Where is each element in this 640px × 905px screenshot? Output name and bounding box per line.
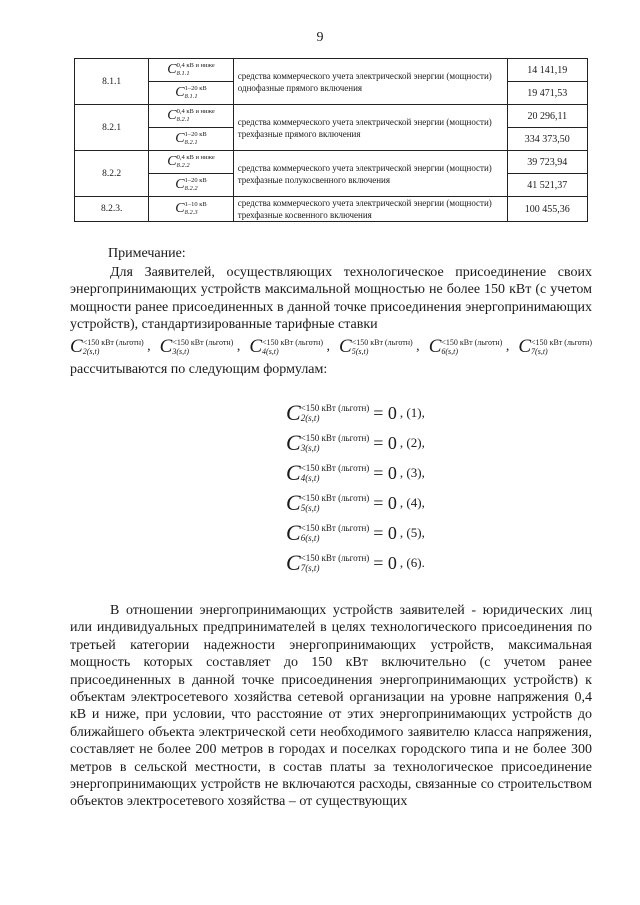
tariff-value: 39 723,94 (507, 151, 587, 174)
symbol-subscript: 4(s,t) (262, 347, 279, 356)
page-number: 9 (316, 30, 324, 45)
symbol-subscript: 5(s,t) (351, 347, 369, 356)
formula-label: , (4), (399, 495, 425, 510)
symbol-superscript: <150 кВт (льготн) (531, 338, 592, 347)
formula: C <150 кВт (льготн) 5(s,t) = 0 , (4), (286, 490, 425, 515)
symbol-superscript: 0,4 кВ и ниже (176, 62, 215, 69)
table-row (75, 197, 588, 222)
symbol-subscript: 4(s,t) (300, 473, 320, 483)
formula: C <150 кВт (льготн) 7(s,t) = 0 , (6). (286, 550, 425, 575)
symbol-superscript: <150 кВт (льготн) (300, 463, 370, 473)
symbol-superscript: 0,4 кВ и ниже (176, 108, 215, 115)
symbol-subscript: 7(s,t) (531, 347, 548, 356)
tariff-symbol: C 1–20 кВ 8.2.2 (149, 174, 233, 197)
formula-rhs: = 0 (373, 402, 397, 423)
formula-rhs: = 0 (373, 462, 397, 483)
tariff-symbol: C <150 кВт (льготн) 5(s,t) , (339, 336, 420, 357)
symbol-superscript: <150 кВт (льготн) (300, 433, 370, 443)
formula-label: , (2), (399, 435, 425, 450)
tariff-symbol: C 0,4 кВ и ниже 8.2.2 (149, 151, 233, 174)
tariff-symbol: C 1–10 кВ 8.2.3 (149, 197, 233, 222)
symbol-superscript: <150 кВт (льготн) (172, 338, 234, 347)
tariff-symbol: C 1–20 кВ 8.1.1 (149, 82, 233, 105)
symbol-subscript: 8.2.2 (176, 162, 190, 169)
symbol-superscript: <150 кВт (льготн) (300, 403, 370, 413)
row-description: средства коммерческого учета электрической энергии (мощности) трехфазные прямого включения (233, 105, 507, 151)
tariff-value: 100 455,36 (507, 197, 587, 222)
symbol-superscript: 1–20 кВ (184, 131, 207, 138)
symbol-subscript: 3(s,t) (172, 347, 190, 356)
symbol-subscript: 7(s,t) (300, 563, 320, 573)
tariff-symbol: C <150 кВт (льготн) 6(s,t) , (428, 336, 510, 357)
row-number: 8.2.2 (75, 151, 149, 197)
symbol-superscript: <150 кВт (льготн) (351, 338, 413, 347)
note-title: Примечание: (108, 246, 186, 261)
tariff-symbol: C <150 кВт (льготн) 7(s,t) (518, 336, 592, 357)
symbol-subscript: 6(s,t) (441, 347, 459, 356)
row-number: 8.2.3. (75, 197, 149, 222)
tariff-value: 20 296,11 (507, 105, 587, 128)
symbol-subscript: 5(s,t) (300, 503, 320, 513)
tariff-value: 14 141,19 (507, 59, 587, 82)
tariff-symbols-row (70, 336, 592, 358)
tariff-value: 19 471,53 (507, 82, 587, 105)
formula-label: , (1), (399, 405, 425, 420)
symbol-subscript: 3(s,t) (300, 443, 320, 453)
tariff-symbol: C <150 кВт (льготн) 3(s,t) , (159, 336, 241, 357)
row-description: средства коммерческого учета электрической энергии (мощности) трехфазные полукосвенного включения (233, 151, 507, 197)
symbol-subscript: 2(s,t) (82, 347, 100, 356)
symbol-subscript: 8.1.1 (184, 93, 198, 100)
symbol-superscript: <150 кВт (льготн) (441, 338, 503, 347)
symbol-superscript: <150 кВт (льготн) (82, 338, 144, 347)
table-row (75, 105, 588, 128)
symbol-superscript: 1–20 кВ (184, 177, 207, 184)
formula-rhs: = 0 (373, 552, 397, 573)
symbol-subscript: 8.2.3 (184, 209, 198, 216)
formula-list (286, 398, 425, 578)
formula: C <150 кВт (льготн) 2(s,t) = 0 , (1), (286, 400, 425, 425)
symbol-subscript: 8.2.2 (184, 185, 198, 192)
tariff-symbol: C <150 кВт (льготн) 2(s,t) , (70, 336, 151, 357)
tariff-table (74, 58, 588, 222)
tariff-symbol: C <150 кВт (льготн) 4(s,t) , (249, 336, 330, 357)
tariff-symbol: C 0,4 кВ и ниже 8.1.1 (149, 59, 233, 82)
table-row (75, 151, 588, 174)
symbol-subscript: 8.2.1 (184, 139, 198, 146)
note-paragraph: Для Заявителей, осуществляющих технологическое присоединение своих энергопринимающих устройств максимальной мощностью не более 150 кВт (с учетом мощности ранее присоединенных в данной точке присоединения энергопринимающих устройств), стандартизированные тарифные ставки (70, 265, 592, 333)
symbol-superscript: <150 кВт (льготн) (300, 523, 370, 533)
row-number: 8.1.1 (75, 59, 149, 105)
row-number: 8.2.1 (75, 105, 149, 151)
symbol-superscript: 1–20 кВ (184, 85, 207, 92)
tariff-value: 334 373,50 (507, 128, 587, 151)
formula-rhs: = 0 (373, 432, 397, 453)
body-paragraph: В отношении энергопринимающих устройств заявителей - юридических лиц или индивидуальных предпринимателей в целях технологического присоединения по третьей категории надежности энергопринимающих устройств, максимальная мощность которых составляет до 150 кВт включительно (с учетом ранее присоединенных в данной точке присоединения энергопринимающих устройств) к объектам электросетевого хозяйства сетевой организации на уровне напряжения 0,4 кВ и ниже, при условии, что расстояние от этих энергопринимающих устройств до ближайшего объекта электрической сети необходимого заявителю класса напряжения, составляет не более 200 метров в городах и поселках городского типа и не более 300 метров в сельской местности, в состав платы за технологическое присоединение энергопринимающих устройств не включаются расходы, связанные со строительством объектов электросетевого хозяйства – от существующих (70, 603, 592, 810)
symbol-superscript: <150 кВт (льготн) (300, 553, 370, 563)
formula-rhs: = 0 (373, 522, 397, 543)
symbol-subscript: 6(s,t) (300, 533, 320, 543)
formula: C <150 кВт (льготн) 3(s,t) = 0 , (2), (286, 430, 425, 455)
formula-rhs: = 0 (373, 492, 397, 513)
row-description: средства коммерческого учета электрической энергии (мощности) однофазные прямого включения (233, 59, 507, 105)
symbol-superscript: <150 кВт (льготн) (300, 493, 370, 503)
formula: C <150 кВт (льготн) 6(s,t) = 0 , (5), (286, 520, 425, 545)
tariff-symbol: C 0,4 кВ и ниже 8.2.1 (149, 105, 233, 128)
formula-label: , (5), (399, 525, 425, 540)
tariff-value: 41 521,37 (507, 174, 587, 197)
symbol-subscript: 8.1.1 (176, 70, 190, 77)
symbol-superscript: 1–10 кВ (184, 201, 207, 208)
table-row (75, 59, 588, 82)
symbol-subscript: 2(s,t) (300, 413, 320, 423)
symbol-superscript: <150 кВт (льготн) (262, 338, 323, 347)
symbol-subscript: 8.2.1 (176, 116, 190, 123)
tariff-symbol: C 1–20 кВ 8.2.1 (149, 128, 233, 151)
symbol-superscript: 0,4 кВ и ниже (176, 154, 215, 161)
formula-label: , (3), (399, 465, 425, 480)
row-description: средства коммерческого учета электрической энергии (мощности) трехфазные косвенного включения (233, 197, 507, 222)
formula: C <150 кВт (льготн) 4(s,t) = 0 , (3), (286, 460, 425, 485)
formulas-intro: рассчитываются по следующим формулам: (70, 362, 328, 377)
formula-label: , (6). (399, 555, 425, 570)
